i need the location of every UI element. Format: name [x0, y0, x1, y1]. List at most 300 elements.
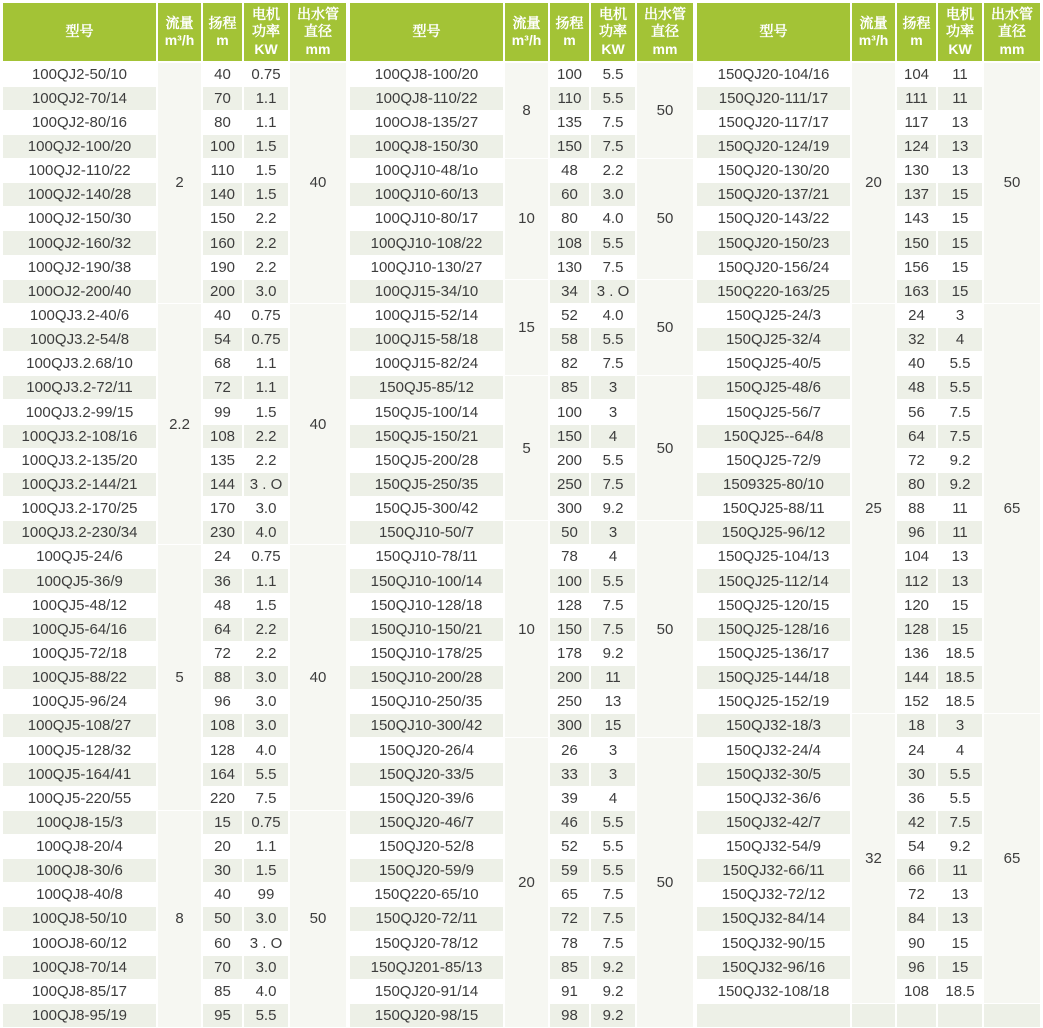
model-cell: 150QJ25-144/18 [697, 666, 851, 690]
power-cell: 3 [590, 762, 636, 786]
model-cell: 100QJ2-160/32 [3, 231, 157, 255]
head-cell: 99 [202, 400, 243, 424]
power-cell: 3.0 [243, 907, 289, 931]
dia-cell: 40 [289, 62, 346, 303]
model-cell: 150QJ32-30/5 [697, 762, 851, 786]
model-cell: 150QJ25-72/9 [697, 448, 851, 472]
model-cell: 150QJ32-54/9 [697, 835, 851, 859]
head-cell: 60 [549, 183, 590, 207]
col-header-flow: 流量 m³/h [851, 3, 896, 62]
power-cell: 2.2 [243, 207, 289, 231]
head-cell: 84 [896, 907, 937, 931]
power-cell: 4 [937, 738, 983, 762]
model-cell: 150QJ32-96/16 [697, 955, 851, 979]
model-cell: 100QJ2-80/16 [3, 110, 157, 134]
head-cell [896, 1003, 937, 1027]
power-cell: 4.0 [243, 521, 289, 545]
power-cell: 15 [937, 955, 983, 979]
model-cell: 150QJ20-59/9 [350, 859, 504, 883]
model-cell: 100QJ8-40/8 [3, 883, 157, 907]
pump-spec-table-3 [697, 3, 1040, 1028]
head-cell: 100 [202, 134, 243, 158]
dia-cell: 65 [983, 303, 1040, 713]
head-cell: 140 [202, 183, 243, 207]
head-cell: 250 [549, 472, 590, 496]
head-cell: 50 [549, 521, 590, 545]
head-cell: 190 [202, 255, 243, 279]
model-cell: 100QJ3.2-108/16 [3, 424, 157, 448]
power-cell: 13 [937, 159, 983, 183]
flow-cell: 8 [157, 810, 202, 1027]
model-cell: 100QJ5-64/16 [3, 617, 157, 641]
head-cell: 39 [549, 786, 590, 810]
power-cell: 13 [937, 907, 983, 931]
power-cell: 3.0 [243, 279, 289, 303]
header-row [350, 3, 693, 62]
model-cell: 100QJ2-140/28 [3, 183, 157, 207]
power-cell: 3 . O [243, 931, 289, 955]
head-cell: 96 [896, 955, 937, 979]
head-cell: 111 [896, 86, 937, 110]
head-cell: 150 [549, 424, 590, 448]
head-cell: 46 [549, 810, 590, 834]
power-cell: 0.75 [243, 810, 289, 834]
dia-cell: 50 [289, 810, 346, 1027]
model-cell: 150QJ20-111/17 [697, 86, 851, 110]
power-cell: 7.5 [937, 400, 983, 424]
model-cell: 100QJ5-36/9 [3, 569, 157, 593]
power-cell: 9.2 [590, 497, 636, 521]
head-cell: 80 [549, 207, 590, 231]
power-cell: 13 [590, 690, 636, 714]
flow-cell: 25 [851, 303, 896, 713]
flow-cell: 20 [851, 62, 896, 303]
col-header-flow: 流量 m³/h [157, 3, 202, 62]
power-cell: 5.5 [590, 835, 636, 859]
model-cell: 150QJ25-104/13 [697, 545, 851, 569]
dia-cell: 50 [636, 279, 693, 376]
head-cell: 52 [549, 303, 590, 327]
head-cell: 48 [202, 593, 243, 617]
col-header-power: 电机 功率 KW [243, 3, 289, 62]
power-cell: 2.2 [243, 641, 289, 665]
power-cell: 11 [590, 666, 636, 690]
head-cell: 20 [202, 835, 243, 859]
flow-cell: 10 [504, 159, 549, 280]
pump-spec-table-2 [350, 3, 693, 1028]
power-cell: 2.2 [243, 617, 289, 641]
power-cell: 15 [937, 279, 983, 303]
power-cell: 3 . O [243, 472, 289, 496]
power-cell: 4 [590, 786, 636, 810]
power-cell: 7.5 [590, 883, 636, 907]
head-cell: 117 [896, 110, 937, 134]
model-cell: 100QJ10-60/13 [350, 183, 504, 207]
table-row [697, 62, 1040, 86]
model-cell: 150QJ25-48/6 [697, 376, 851, 400]
head-cell: 120 [896, 593, 937, 617]
model-cell: 150QJ32-90/15 [697, 931, 851, 955]
model-cell: 150QJ10-178/25 [350, 641, 504, 665]
head-cell: 72 [549, 907, 590, 931]
model-cell: 100QJ2-150/30 [3, 207, 157, 231]
power-cell: 4.0 [590, 207, 636, 231]
power-cell: 2.2 [243, 448, 289, 472]
power-cell: 1.5 [243, 159, 289, 183]
table-row [350, 159, 693, 183]
model-cell: 150QJ20-78/12 [350, 931, 504, 955]
table-row [350, 376, 693, 400]
model-cell: 100QJ3.2-40/6 [3, 303, 157, 327]
power-cell: 9.2 [937, 835, 983, 859]
head-cell: 135 [202, 448, 243, 472]
model-cell: 100QJ10-108/22 [350, 231, 504, 255]
model-cell: 150QJ25-56/7 [697, 400, 851, 424]
power-cell: 2.2 [243, 424, 289, 448]
power-cell: 5.5 [590, 328, 636, 352]
table-row [3, 810, 346, 834]
head-cell: 40 [202, 883, 243, 907]
model-cell: 100QJ15-82/24 [350, 352, 504, 376]
model-cell: 150QJ32-36/6 [697, 786, 851, 810]
head-cell: 200 [202, 279, 243, 303]
flow-cell: 5 [157, 545, 202, 811]
head-cell: 50 [202, 907, 243, 931]
model-cell: 150QJ20-33/5 [350, 762, 504, 786]
model-cell: 100QJ2-50/10 [3, 62, 157, 86]
power-cell: 3.0 [243, 666, 289, 690]
head-cell: 80 [202, 110, 243, 134]
model-cell: 150QJ25-32/4 [697, 328, 851, 352]
model-cell: 100QJ10-80/17 [350, 207, 504, 231]
head-cell: 56 [896, 400, 937, 424]
model-cell: 150QJ32-72/12 [697, 883, 851, 907]
power-cell: 2.2 [243, 231, 289, 255]
model-cell: 100QJ8-70/14 [3, 955, 157, 979]
col-header-model: 型号 [697, 3, 851, 62]
model-cell: 100QJ3.2-72/11 [3, 376, 157, 400]
dia-cell: 50 [636, 159, 693, 280]
power-cell [937, 1003, 983, 1027]
model-cell: 1509325-80/10 [697, 472, 851, 496]
dia-cell: 50 [636, 376, 693, 521]
power-cell: 15 [937, 617, 983, 641]
table-row [3, 303, 346, 327]
model-cell: 100QJ2-190/38 [3, 255, 157, 279]
head-cell: 34 [549, 279, 590, 303]
power-cell: 0.75 [243, 328, 289, 352]
head-cell: 164 [202, 762, 243, 786]
head-cell: 85 [549, 376, 590, 400]
power-cell: 3 [590, 400, 636, 424]
model-cell: 150QJ20-52/8 [350, 835, 504, 859]
head-cell: 108 [896, 979, 937, 1003]
power-cell: 3 [590, 376, 636, 400]
model-cell: 150QJ20-124/19 [697, 134, 851, 158]
head-cell: 64 [896, 424, 937, 448]
table-row [3, 545, 346, 569]
head-cell: 128 [202, 738, 243, 762]
head-cell: 163 [896, 279, 937, 303]
power-cell: 11 [937, 521, 983, 545]
model-cell: 150QJ25-136/17 [697, 641, 851, 665]
model-cell: 150QJ10-250/35 [350, 690, 504, 714]
col-header-head: 扬程 m [896, 3, 937, 62]
model-cell: 100QJ5-108/27 [3, 714, 157, 738]
power-cell: 5.5 [243, 762, 289, 786]
power-cell: 5.5 [590, 569, 636, 593]
table-row [350, 738, 693, 762]
power-cell: 3.0 [243, 690, 289, 714]
power-cell: 5.5 [590, 86, 636, 110]
power-cell: 3.0 [243, 955, 289, 979]
power-cell: 1.5 [243, 859, 289, 883]
model-cell: 150QJ10-300/42 [350, 714, 504, 738]
head-cell: 110 [202, 159, 243, 183]
head-cell: 52 [549, 835, 590, 859]
power-cell: 9.2 [590, 641, 636, 665]
model-cell: 150QJ20-91/14 [350, 979, 504, 1003]
model-cell: 150QJ5-100/14 [350, 400, 504, 424]
model-cell: 150QJ20-98/15 [350, 1003, 504, 1027]
col-header-flow: 流量 m³/h [504, 3, 549, 62]
head-cell: 48 [549, 159, 590, 183]
power-cell: 9.2 [590, 979, 636, 1003]
head-cell: 24 [202, 545, 243, 569]
model-cell: 100QJ3.2-135/20 [3, 448, 157, 472]
model-cell: 150QJ25--64/8 [697, 424, 851, 448]
head-cell: 137 [896, 183, 937, 207]
head-cell: 156 [896, 255, 937, 279]
model-cell: 150QJ32-18/3 [697, 714, 851, 738]
power-cell: 7.5 [590, 931, 636, 955]
power-cell: 7.5 [590, 134, 636, 158]
power-cell: 11 [937, 859, 983, 883]
flow-cell: 32 [851, 714, 896, 1004]
head-cell: 18 [896, 714, 937, 738]
head-cell: 24 [896, 738, 937, 762]
power-cell: 0.75 [243, 62, 289, 86]
power-cell: 15 [937, 593, 983, 617]
model-cell: 150QJ32-66/11 [697, 859, 851, 883]
power-cell: 13 [937, 545, 983, 569]
header-row [697, 3, 1040, 62]
head-cell: 300 [549, 714, 590, 738]
model-cell: 150QJ5-200/28 [350, 448, 504, 472]
head-cell: 104 [896, 62, 937, 86]
power-cell: 5.5 [590, 448, 636, 472]
power-cell: 15 [937, 231, 983, 255]
model-cell: 100QJ8-110/22 [350, 86, 504, 110]
model-cell: 100QJ8-50/10 [3, 907, 157, 931]
power-cell: 7.5 [590, 593, 636, 617]
power-cell: 7.5 [243, 786, 289, 810]
head-cell: 40 [896, 352, 937, 376]
table-row [697, 714, 1040, 738]
power-cell: 5.5 [243, 1003, 289, 1027]
power-cell: 3 [590, 738, 636, 762]
power-cell: 3 [590, 521, 636, 545]
head-cell: 30 [202, 859, 243, 883]
head-cell: 150 [896, 231, 937, 255]
head-cell: 24 [896, 303, 937, 327]
head-cell: 82 [549, 352, 590, 376]
power-cell: 99 [243, 883, 289, 907]
model-cell: 150QJ20-150/23 [697, 231, 851, 255]
model-cell: 150QJ25-40/5 [697, 352, 851, 376]
model-cell: 100QJ8-85/17 [3, 979, 157, 1003]
head-cell: 95 [202, 1003, 243, 1027]
power-cell: 5.5 [937, 352, 983, 376]
model-cell: 150QJ5-85/12 [350, 376, 504, 400]
model-cell: 100QJ5-88/22 [3, 666, 157, 690]
model-cell: 100QJ8-100/20 [350, 62, 504, 86]
model-cell: 100QJ8-30/6 [3, 859, 157, 883]
model-cell: 150QJ25-128/16 [697, 617, 851, 641]
model-cell: 100QJ8-95/19 [3, 1003, 157, 1027]
head-cell: 26 [549, 738, 590, 762]
power-cell: 1.1 [243, 376, 289, 400]
head-cell: 144 [896, 666, 937, 690]
head-cell: 136 [896, 641, 937, 665]
model-cell: 150QJ10-78/11 [350, 545, 504, 569]
model-cell: 100QJ3.2-99/15 [3, 400, 157, 424]
model-cell: 100OJ8-60/12 [3, 931, 157, 955]
power-cell: 9.2 [937, 448, 983, 472]
model-cell: 100QJ15-58/18 [350, 328, 504, 352]
power-cell: 7.5 [590, 352, 636, 376]
head-cell: 54 [896, 835, 937, 859]
head-cell: 60 [202, 931, 243, 955]
head-cell: 152 [896, 690, 937, 714]
head-cell: 128 [549, 593, 590, 617]
power-cell: 13 [937, 569, 983, 593]
model-cell: 150QJ10-150/21 [350, 617, 504, 641]
model-cell: 150QJ20-143/22 [697, 207, 851, 231]
model-cell: 150QJ10-200/28 [350, 666, 504, 690]
power-cell: 1.1 [243, 835, 289, 859]
head-cell: 70 [202, 955, 243, 979]
model-cell: 100QJ5-128/32 [3, 738, 157, 762]
power-cell: 5.5 [590, 231, 636, 255]
head-cell: 130 [896, 159, 937, 183]
table-row [350, 521, 693, 545]
head-cell: 59 [549, 859, 590, 883]
power-cell: 0.75 [243, 545, 289, 569]
model-cell: 150QJ20-156/24 [697, 255, 851, 279]
head-cell: 98 [549, 1003, 590, 1027]
head-cell: 250 [549, 690, 590, 714]
model-cell: 150QJ32-24/4 [697, 738, 851, 762]
dia-cell: 65 [983, 714, 1040, 1004]
head-cell: 300 [549, 497, 590, 521]
head-cell: 72 [202, 376, 243, 400]
model-cell: 100OJ8-135/27 [350, 110, 504, 134]
head-cell: 68 [202, 352, 243, 376]
power-cell: 5.5 [590, 859, 636, 883]
head-cell: 58 [549, 328, 590, 352]
col-header-power: 电机 功率 KW [937, 3, 983, 62]
head-cell: 78 [549, 545, 590, 569]
col-header-dia: 出水管 直径 mm [983, 3, 1040, 62]
dia-cell: 40 [289, 303, 346, 544]
head-cell: 112 [896, 569, 937, 593]
power-cell: 5.5 [937, 376, 983, 400]
power-cell: 13 [937, 883, 983, 907]
power-cell: 1.1 [243, 86, 289, 110]
head-cell: 220 [202, 786, 243, 810]
head-cell: 130 [549, 255, 590, 279]
flow-cell: 5 [504, 376, 549, 521]
model-cell: 100QJ10-130/27 [350, 255, 504, 279]
power-cell: 11 [937, 86, 983, 110]
head-cell: 96 [896, 521, 937, 545]
power-cell: 4.0 [243, 738, 289, 762]
flow-cell: 2.2 [157, 303, 202, 544]
model-cell: 100QJ10-48/1o [350, 159, 504, 183]
head-cell: 200 [549, 666, 590, 690]
power-cell: 11 [937, 62, 983, 86]
model-cell: 100QJ2-70/14 [3, 86, 157, 110]
head-cell: 66 [896, 859, 937, 883]
table-row [350, 279, 693, 303]
head-cell: 108 [202, 424, 243, 448]
power-cell: 1.5 [243, 593, 289, 617]
head-cell: 72 [896, 448, 937, 472]
table-row [3, 62, 346, 86]
header-row [3, 3, 346, 62]
head-cell: 135 [549, 110, 590, 134]
model-cell: 150QJ201-85/13 [350, 955, 504, 979]
head-cell: 144 [202, 472, 243, 496]
model-cell: 150QJ5-250/35 [350, 472, 504, 496]
power-cell: 7.5 [937, 424, 983, 448]
dia-cell [983, 1003, 1040, 1027]
head-cell: 100 [549, 400, 590, 424]
power-cell: 15 [590, 714, 636, 738]
head-cell: 100 [549, 569, 590, 593]
head-cell: 40 [202, 303, 243, 327]
model-cell: 100QJ5-24/6 [3, 545, 157, 569]
model-cell: 150QJ25-120/15 [697, 593, 851, 617]
power-cell: 7.5 [590, 110, 636, 134]
model-cell: 150QJ25-96/12 [697, 521, 851, 545]
model-cell: 150QJ32-42/7 [697, 810, 851, 834]
model-cell: 100QJ5-220/55 [3, 786, 157, 810]
model-cell: 100QJ8-15/3 [3, 810, 157, 834]
head-cell: 124 [896, 134, 937, 158]
head-cell: 72 [896, 883, 937, 907]
model-cell: 100QJ3.2-170/25 [3, 497, 157, 521]
head-cell: 48 [896, 376, 937, 400]
head-cell: 128 [896, 617, 937, 641]
head-cell: 160 [202, 231, 243, 255]
head-cell: 88 [896, 497, 937, 521]
head-cell: 150 [549, 617, 590, 641]
model-cell: 150Q220-65/10 [350, 883, 504, 907]
col-header-dia: 出水管 直径 mm [636, 3, 693, 62]
head-cell: 65 [549, 883, 590, 907]
model-cell: 150QJ20-26/4 [350, 738, 504, 762]
power-cell: 4 [590, 424, 636, 448]
head-cell: 143 [896, 207, 937, 231]
head-cell: 108 [202, 714, 243, 738]
power-cell: 2.2 [243, 255, 289, 279]
model-cell: 150QJ20-72/11 [350, 907, 504, 931]
power-cell: 15 [937, 255, 983, 279]
model-cell: 150QJ32-84/14 [697, 907, 851, 931]
dia-cell: 50 [636, 62, 693, 159]
